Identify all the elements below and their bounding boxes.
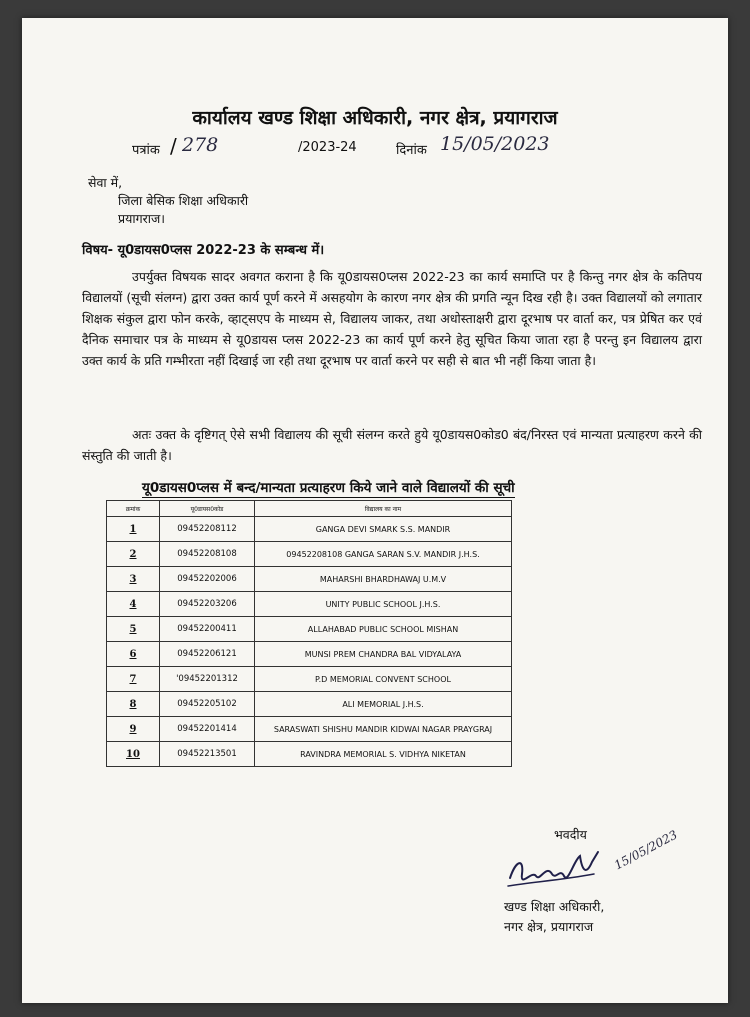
patrank-slash: /	[170, 134, 177, 158]
signatory-place: नगर क्षेत्र, प्रयागराज	[504, 919, 594, 934]
table-row	[107, 617, 512, 642]
salutation: सेवा में,	[88, 175, 123, 190]
row-school-name: GANGA DEVI SMARK S.S. MANDIR	[255, 517, 512, 542]
row-code: 09452206121	[160, 642, 255, 667]
row-code: 09452205102	[160, 692, 255, 717]
row-school-name: MAHARSHI BHARDHAWAJ U.M.V	[255, 567, 512, 592]
table-header-row	[107, 501, 512, 517]
table-row	[107, 742, 512, 767]
recipient-designation: जिला बेसिक शिक्षा अधिकारी	[118, 193, 249, 208]
school-list-table	[106, 500, 512, 767]
header-name: विद्यालय का नाम	[255, 501, 512, 517]
table-row	[107, 542, 512, 567]
header-code: यू0डायस0कोड	[160, 501, 255, 517]
school-list-title: यू0डायस0प्लस में बन्द/मान्यता प्रत्याहरण किये जाने वाले विद्यालयों की सूची	[142, 480, 515, 496]
table-row	[107, 517, 512, 542]
body-paragraph-2: अतः उक्त के दृष्टिगत् ऐसे सभी विद्यालय की सूची संलग्न करते हुये यू0डायस0कोड0 बंद/निरस्त एवं मान्यता प्रत्याहरण करने की संस्तुति की जाती है।	[82, 427, 702, 463]
row-code: 09452213501	[160, 742, 255, 767]
row-school-name: RAVINDRA MEMORIAL S. VIDHYA NIKETAN	[255, 742, 512, 767]
row-code: 09452200411	[160, 617, 255, 642]
signatory-designation: खण्ड शिक्षा अधिकारी,	[504, 899, 605, 914]
table-row	[107, 567, 512, 592]
closing-bhavdiya: भवदीय	[554, 827, 587, 842]
letter-page	[22, 18, 728, 1003]
row-school-name: 09452208108 GANGA SARAN S.V. MANDIR J.H.S.	[255, 542, 512, 567]
dinank-value: 15/05/2023	[440, 133, 550, 155]
row-school-name: SARASWATI SHISHU MANDIR KIDWAI NAGAR PRAYGRAJ	[255, 717, 512, 742]
table-row	[107, 717, 512, 742]
table-row	[107, 667, 512, 692]
row-sr: 6	[107, 642, 160, 667]
office-title: कार्यालय खण्ड शिक्षा अधिकारी, नगर क्षेत्र, प्रयागराज	[192, 107, 558, 129]
row-sr: 1	[107, 517, 160, 542]
row-sr: 9	[107, 717, 160, 742]
row-school-name: MUNSI PREM CHANDRA BAL VIDYALAYA	[255, 642, 512, 667]
table-row	[107, 592, 512, 617]
table-row	[107, 692, 512, 717]
row-sr: 5	[107, 617, 160, 642]
row-sr: 2	[107, 542, 160, 567]
row-sr: 4	[107, 592, 160, 617]
table-row	[107, 642, 512, 667]
row-sr: 10	[107, 742, 160, 767]
row-sr: 3	[107, 567, 160, 592]
row-sr: 8	[107, 692, 160, 717]
row-school-name: ALI MEMORIAL J.H.S.	[255, 692, 512, 717]
subject-line: विषय- यू0डायस0प्लस 2022-23 के सम्बन्ध में।	[82, 243, 325, 258]
recipient-place: प्रयागराज।	[118, 211, 166, 226]
body-paragraph-1: उपर्युक्त विषयक सादर अवगत कराना है कि यू0डायस0प्लस 2022-23 का कार्य समाप्ति पर है किन्तु नगर क्षेत्र के कतिपय विद्यालयों (सूची संलग्न) द्वारा उक्त कार्य पूर्ण करने में असहयोग के कारण नगर क्षेत्र की प्रगति न्यून दिख रही है। उक्त विद्यालयों को लगातार शिक्षक संकुल द्वारा फोन करके, व्हाट्सएप के माध्यम से, विद्यालय जाकर, तथा अधोस्ताक्षरी द्वारा दूरभाष पर वार्ता कर, पत्र प्रेषित कर एवं दैनिक समाचार पत्र के माध्यम से यू0डायस प्लस 2022-23 का कार्य पूर्ण करने हेतु सूचित किया जाता रहा है परन्तु इन विद्यालय द्वारा उक्त कार्य के प्रति गम्भीरता नहीं दिखाई जा रही तथा दूरभाष पर वार्ता करने पर सही से बात भी नहीं किया जाता है।	[82, 269, 702, 368]
row-sr: 7	[107, 667, 160, 692]
row-school-name: UNITY PUBLIC SCHOOL J.H.S.	[255, 592, 512, 617]
row-code: 09452202006	[160, 567, 255, 592]
year-suffix: /2023-24	[298, 140, 357, 155]
row-school-name: P.D MEMORIAL CONVENT SCHOOL	[255, 667, 512, 692]
row-code: 09452208112	[160, 517, 255, 542]
row-school-name: ALLAHABAD PUBLIC SCHOOL MISHAN	[255, 617, 512, 642]
header-sr: क्रमांक	[107, 501, 160, 517]
handwritten-signature-icon	[502, 830, 622, 900]
row-code: 09452201414	[160, 717, 255, 742]
row-code: 09452208108	[160, 542, 255, 567]
handwritten-date: 15/05/2023	[612, 827, 680, 873]
patrank-label: पत्रांक	[132, 143, 160, 158]
patrank-number: 278	[182, 134, 219, 156]
row-code: 09452203206	[160, 592, 255, 617]
dinank-label: दिनांक	[396, 143, 427, 158]
row-code: '09452201312	[160, 667, 255, 692]
